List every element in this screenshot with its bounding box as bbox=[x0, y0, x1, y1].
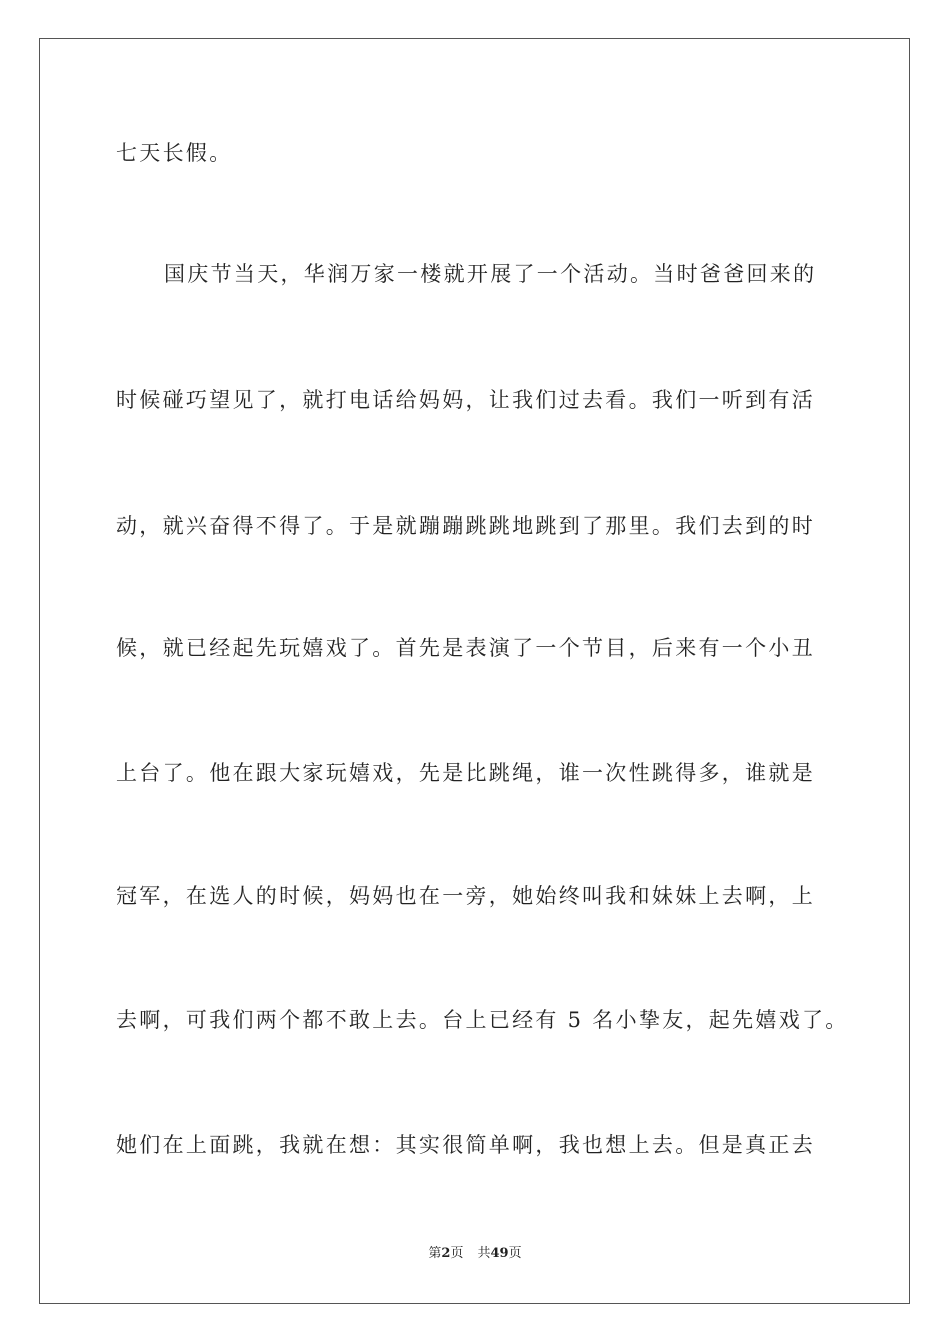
text-line-5: 候，就已经起先玩嬉戏了。首先是表演了一个节目，后来有一个小丑 bbox=[116, 636, 815, 660]
text-line-8: 去啊，可我们两个都不敢上去。台上已经有 5 名小挚友，起先嬉戏了。 bbox=[116, 1008, 849, 1032]
text-line-1: 七天长假。 bbox=[116, 141, 233, 165]
page-number: 2 bbox=[441, 1246, 451, 1261]
page-footer bbox=[0, 1245, 950, 1263]
text-line-7: 冠军，在选人的时候，妈妈也在一旁，她始终叫我和妹妹上去啊，上 bbox=[116, 884, 815, 908]
page-prefix: 第 bbox=[428, 1246, 442, 1261]
text-line-6: 上台了。他在跟大家玩嬉戏，先是比跳绳，谁一次性跳得多，谁就是 bbox=[116, 761, 815, 785]
total-pages: 49 bbox=[490, 1246, 509, 1261]
page-suffix: 页 bbox=[450, 1246, 464, 1261]
text-line-2: 国庆节当天，华润万家一楼就开展了一个活动。当时爸爸回来的 bbox=[164, 262, 817, 286]
page-border bbox=[39, 38, 910, 1304]
text-line-9: 她们在上面跳，我就在想：其实很简单啊，我也想上去。但是真正去 bbox=[116, 1133, 815, 1157]
total-prefix: 共 bbox=[477, 1246, 491, 1261]
text-line-4: 动，就兴奋得不得了。于是就蹦蹦跳跳地跳到了那里。我们去到的时 bbox=[116, 514, 815, 538]
total-suffix: 页 bbox=[508, 1246, 522, 1261]
text-line-3: 时候碰巧望见了，就打电话给妈妈，让我们过去看。我们一听到有活 bbox=[116, 388, 815, 412]
